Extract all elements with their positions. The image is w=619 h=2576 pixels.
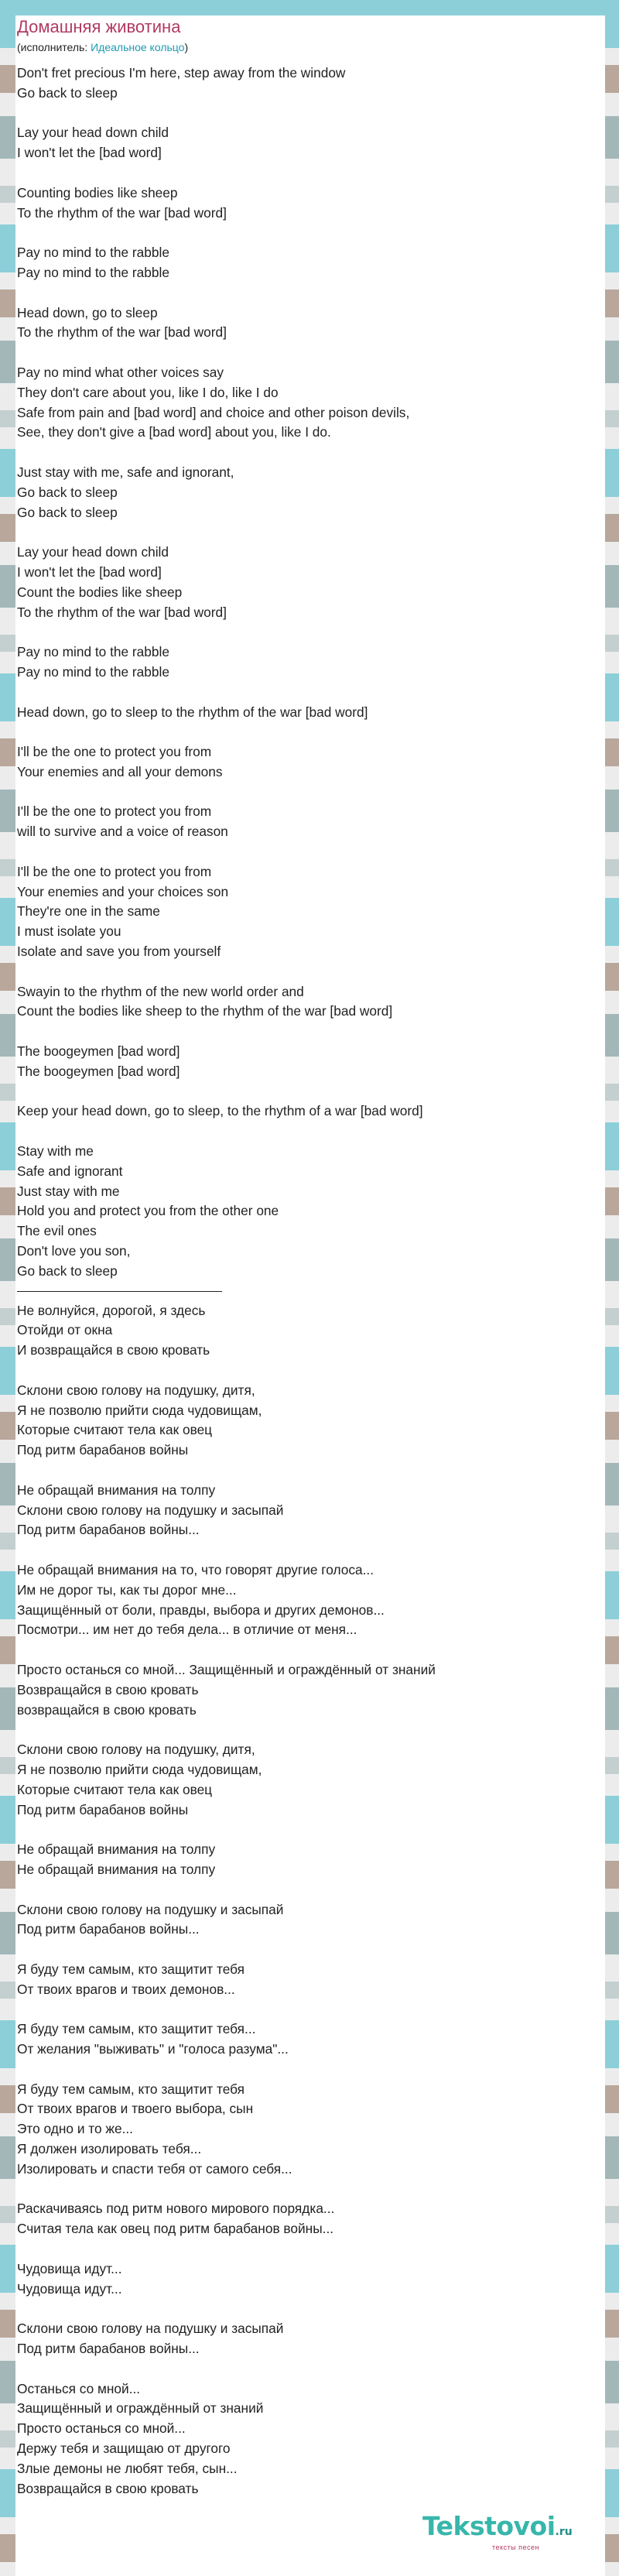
- lyrics-line: Я буду тем самым, кто защитит тебя: [17, 1961, 245, 1977]
- lyrics-line: Под ритм барабанов войны...: [17, 1522, 200, 1538]
- lyrics-stanza: [17, 183, 574, 224]
- lyrics-line: Не обращай внимания на толпу: [17, 1841, 216, 1858]
- lyrics-line: Изолировать и спасти тебя от самого себя...: [17, 2160, 292, 2177]
- lyrics-line: Go back to sleep: [17, 84, 118, 101]
- lyrics-line: Head down, go to sleep to the rhythm of the war [bad word]: [17, 704, 368, 720]
- lyrics-line: Pay no mind to the rabble: [17, 663, 169, 680]
- lyrics-line: Склони свою голову на подушку и засыпай: [17, 2321, 284, 2337]
- lyrics-stanza: [17, 543, 574, 622]
- lyrics-line: Считая тела как овец под ритм барабанов войны...: [17, 2221, 334, 2237]
- lyrics-line: Just stay with me: [17, 1183, 120, 1199]
- lyrics-line: возвращайся в свою кровать: [17, 1701, 197, 1718]
- lyrics-line: Isolate and save you from yourself: [17, 944, 221, 960]
- lyrics-line: Just stay with me, safe and ignorant,: [17, 464, 234, 480]
- lyrics-line: Safe from pain and [bad word] and choice and other poison devils,: [17, 404, 410, 420]
- lyrics-line: I'll be the one to protect you from: [17, 744, 212, 760]
- lyrics-stanza: [17, 1042, 574, 1082]
- lyrics-line: Это одно и то же...: [17, 2121, 133, 2137]
- lyrics-line: Head down, go to sleep: [17, 304, 158, 320]
- lyrics-body: [17, 63, 574, 2499]
- lyrics-line: They're one in the same: [17, 903, 160, 920]
- lyrics-line: Stay with me: [17, 1143, 94, 1160]
- logo-name: Tekstovoi: [422, 2511, 556, 2541]
- lyrics-line: Pay no mind to the rabble: [17, 264, 169, 280]
- lyrics-line: Защищённый и ограждённый от знаний: [17, 2400, 264, 2417]
- lyrics-stanza: [17, 2080, 574, 2180]
- lyrics-stanza: [17, 2319, 574, 2359]
- artist-link[interactable]: Идеальное кольцо: [91, 41, 185, 53]
- lyrics-line: Склони свою голову на подушку, дитя,: [17, 1382, 255, 1398]
- lyrics-line: Go back to sleep: [17, 1262, 118, 1279]
- lyrics-stanza: [17, 2199, 574, 2239]
- lyrics-stanza: [17, 1381, 574, 1461]
- lyrics-stanza: [17, 243, 574, 283]
- lyrics-line: Склони свою голову на подушку, дитя,: [17, 1742, 255, 1758]
- lyrics-line: Don't love you son,: [17, 1243, 131, 1259]
- lyrics-line: Swayin to the rhythm of the new world order and: [17, 983, 304, 999]
- lyrics-stanza: [17, 1560, 574, 1640]
- lyrics-line: Я буду тем самым, кто защитит тебя...: [17, 2021, 256, 2037]
- lyrics-line: Your enemies and all your demons: [17, 763, 223, 779]
- lyrics-line: Склони свою голову на подушку и засыпай: [17, 1502, 284, 1518]
- lyrics-line: See, they don't give a [bad word] about you, like I do.: [17, 424, 331, 440]
- lyrics-stanza: [17, 123, 574, 163]
- lyrics-stanza: [17, 1142, 574, 1282]
- lyrics-line: Go back to sleep: [17, 504, 118, 520]
- lyrics-stanza: [17, 63, 574, 104]
- lyrics-line: The boogeymen [bad word]: [17, 1043, 180, 1060]
- lyrics-stanza: [17, 802, 574, 842]
- lyrics-line: Не обращай внимания на толпу: [17, 1861, 216, 1877]
- lyrics-divider: [17, 1291, 222, 1292]
- lyrics-line: Которые считают тела как овец: [17, 1422, 213, 1438]
- lyrics-stanza: [17, 2379, 574, 2499]
- lyrics-line: I'll be the one to protect you from: [17, 863, 212, 879]
- lyrics-stanza: [17, 1960, 574, 2000]
- lyrics-line: Им не дорог ты, как ты дорог мне...: [17, 1581, 237, 1598]
- lyrics-line: Go back to sleep: [17, 484, 118, 500]
- lyrics-stanza: [17, 703, 574, 723]
- lyrics-line: От твоих врагов и твоих демонов...: [17, 1981, 235, 1997]
- lyrics-line: Your enemies and your choices son: [17, 883, 229, 899]
- lyrics-line: Возвращайся в свою кровать: [17, 1681, 199, 1697]
- lyrics-stanza: [17, 2259, 574, 2300]
- lyrics-line: Под ритм барабанов войны...: [17, 1921, 200, 1937]
- lyrics-line: Lay your head down child: [17, 544, 169, 560]
- lyrics-line: Lay your head down child: [17, 125, 169, 141]
- lyrics-line: Safe and ignorant: [17, 1163, 123, 1179]
- lyrics-line: От желания "выживать" и "голоса разума"...: [17, 2041, 289, 2057]
- lyrics-stanza: [17, 1740, 574, 1820]
- lyrics-stanza: [17, 862, 574, 962]
- lyrics-original: [17, 63, 574, 1282]
- artist-suffix: ): [184, 41, 189, 53]
- lyrics-line: Которые считают тела как овец: [17, 1781, 213, 1797]
- lyrics-stanza: [17, 1101, 574, 1122]
- lyrics-stanza: [17, 363, 574, 443]
- lyrics-stanza: [17, 1481, 574, 1540]
- lyrics-line: Pay no mind what other voices say: [17, 364, 224, 380]
- logo-tld: .ru: [555, 2526, 573, 2538]
- lyrics-stanza: [17, 1660, 574, 1720]
- lyrics-line: Pay no mind to the rabble: [17, 644, 169, 660]
- lyrics-line: Просто останься со мной... Защищённый и ограждённый от знаний: [17, 1661, 436, 1677]
- logo-tagline: тексты песен: [492, 2543, 540, 2551]
- lyrics-line: Останься со мной...: [17, 2380, 141, 2396]
- lyrics-line: Склони свою голову на подушку и засыпай: [17, 1901, 284, 1917]
- lyrics-line: To the rhythm of the war [bad word]: [17, 604, 227, 620]
- lyrics-line: Counting bodies like sheep: [17, 184, 178, 200]
- lyrics-line: Я буду тем самым, кто защитит тебя: [17, 2081, 245, 2097]
- lyrics-line: Я должен изолировать тебя...: [17, 2141, 202, 2157]
- lyrics-line: Отойди от окна: [17, 1322, 113, 1338]
- lyrics-stanza: [17, 1900, 574, 1941]
- lyrics-line: Под ритм барабанов войны: [17, 1442, 189, 1458]
- lyrics-line: Keep your head down, go to sleep, to the rhythm of a war [bad word]: [17, 1103, 423, 1119]
- lyrics-stanza: [17, 642, 574, 683]
- lyrics-line: I won't let the [bad word]: [17, 145, 162, 161]
- lyrics-stanza: [17, 1301, 574, 1361]
- lyrics-line: Не обращай внимания на толпу: [17, 1482, 216, 1498]
- lyrics-line: Pay no mind to the rabble: [17, 245, 169, 261]
- song-title: Домашняя животина: [17, 17, 181, 36]
- artist-prefix: (исполнитель:: [17, 41, 91, 53]
- lyrics-line: To the rhythm of the war [bad word]: [17, 324, 227, 341]
- lyrics-line: Count the bodies like sheep to the rhythm of the war [bad word]: [17, 1003, 393, 1019]
- lyrics-stanza: [17, 982, 574, 1023]
- lyrics-line: To the rhythm of the war [bad word]: [17, 204, 227, 221]
- lyrics-line: Возвращайся в свою кровать: [17, 2480, 199, 2496]
- lyrics-stanza: [17, 463, 574, 522]
- lyrics-line: The boogeymen [bad word]: [17, 1063, 180, 1079]
- lyrics-line: I won't let the [bad word]: [17, 564, 162, 580]
- lyrics-line: They don't care about you, like I do, like I do: [17, 384, 279, 400]
- lyrics-line: Не волнуйся, дорогой, я здесь: [17, 1302, 206, 1318]
- lyrics-line: И возвращайся в свою кровать: [17, 1342, 210, 1358]
- artist-line: [17, 40, 188, 54]
- lyrics-line: Просто останься со мной...: [17, 2420, 186, 2437]
- lyrics-line: Защищённый от боли, правды, выбора и других демонов...: [17, 1601, 385, 1618]
- lyrics-line: will to survive and a voice of reason: [17, 824, 228, 840]
- site-logo[interactable]: [422, 2511, 573, 2541]
- lyrics-stanza: [17, 1840, 574, 1880]
- lyrics-line: Don't fret precious I'm here, step away from the window: [17, 65, 346, 80]
- lyrics-stanza: [17, 303, 574, 344]
- lyrics-line: Hold you and protect you from the other one: [17, 1203, 279, 1219]
- lyrics-line: I must isolate you: [17, 923, 121, 940]
- lyrics-line: Чудовища идут...: [17, 2280, 122, 2297]
- lyrics-line: От твоих врагов и твоего выбора, сын: [17, 2101, 254, 2117]
- lyrics-line: Я не позволю прийти сюда чудовищам,: [17, 1402, 262, 1418]
- lyrics-line: Я не позволю прийти сюда чудовищам,: [17, 1761, 262, 1777]
- lyrics-line: Посмотри... им нет до тебя дела... в отличие от меня...: [17, 1622, 357, 1638]
- lyrics-line: Злые демоны не любят тебя, сын...: [17, 2460, 238, 2476]
- lyrics-line: The evil ones: [17, 1223, 97, 1239]
- lyrics-line: Раскачиваясь под ритм нового мирового порядка...: [17, 2201, 335, 2217]
- lyrics-line: Держу тебя и защищаю от другого: [17, 2441, 231, 2457]
- lyrics-line: Под ритм барабанов войны...: [17, 2341, 200, 2357]
- lyrics-stanza: [17, 2019, 574, 2060]
- lyrics-translation: [17, 1301, 574, 2499]
- lyrics-stanza: [17, 742, 574, 783]
- lyrics-line: I'll be the one to protect you from: [17, 803, 212, 820]
- lyrics-line: Не обращай внимания на то, что говорят другие голоса...: [17, 1561, 374, 1577]
- lyrics-line: Count the bodies like sheep: [17, 584, 183, 600]
- lyrics-line: Под ритм барабанов войны: [17, 1801, 189, 1817]
- lyrics-line: Чудовища идут...: [17, 2260, 122, 2276]
